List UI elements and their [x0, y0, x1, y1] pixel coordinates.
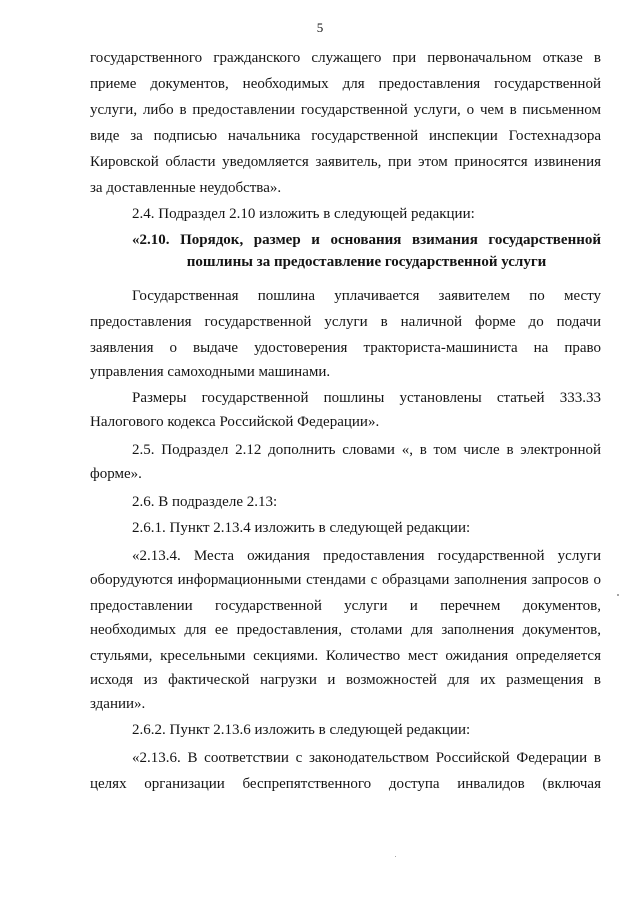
text-line: здании».	[90, 696, 146, 712]
text-line: управления самоходными машинами.	[90, 364, 331, 380]
text-line: исходя из фактической нагрузки и возможностей для их размещения в	[90, 672, 601, 688]
text-line: предоставлении государственной услуги и перечнем документов,	[90, 598, 601, 614]
text-line: необходимых для ее предоставления, столами для заполнения документов,	[90, 622, 601, 638]
text-line: 2.6. В подразделе 2.13:	[132, 494, 278, 510]
text-line: за доставленные неудобства».	[90, 180, 282, 196]
section-heading: «2.10. Порядок, размер и основания взимания государственной	[132, 232, 601, 248]
text-line: 2.5. Подраздел 2.12 дополнить словами «, в том числе в электронной	[132, 442, 601, 458]
section-heading: пошлины за предоставление государственной услуги	[186, 254, 547, 270]
text-line: форме».	[90, 466, 142, 482]
text-line: услуги, либо в предоставлении государственной услуги, о чем в письменном	[90, 102, 601, 118]
text-line: Налогового кодекса Российской Федерации».	[90, 414, 380, 430]
text-line: целях организации беспрепятственного доступа инвалидов (включая	[90, 776, 601, 792]
text-line: виде за подписью начальника государственной инспекции Гостехнадзора	[90, 128, 601, 144]
text-line: заявления о выдаче удостоверения тракториста-машиниста на право	[90, 340, 601, 356]
scan-speck	[617, 594, 619, 596]
text-line: государственного гражданского служащего при первоначальном отказе в	[90, 50, 601, 66]
text-line: Размеры государственной пошлины установлены статьей 333.33	[132, 390, 601, 406]
text-line: 2.6.1. Пункт 2.13.4 изложить в следующей редакции:	[132, 520, 471, 536]
text-line: Кировской области уведомляется заявитель, при этом приносятся извинения	[90, 154, 601, 170]
page-number: 5	[316, 20, 324, 35]
text-line: «2.13.4. Места ожидания предоставления государственной услуги	[132, 548, 601, 564]
text-line: предоставления государственной услуги в наличной форме до подачи	[90, 314, 601, 330]
text-line: приеме документов, необходимых для предоставления государственной	[90, 76, 601, 92]
text-line: стульями, кресельными секциями. Количество мест ожидания определяется	[90, 648, 601, 664]
text-line: оборудуются информационными стендами с образцами заполнения запросов о	[90, 572, 601, 588]
scan-speck	[395, 856, 396, 857]
text-line: 2.4. Подраздел 2.10 изложить в следующей редакции:	[132, 206, 475, 222]
text-line: «2.13.6. В соответствии с законодательством Российской Федерации в	[132, 750, 601, 766]
text-line: 2.6.2. Пункт 2.13.6 изложить в следующей редакции:	[132, 722, 471, 738]
text-line: Государственная пошлина уплачивается заявителем по месту	[132, 288, 601, 304]
